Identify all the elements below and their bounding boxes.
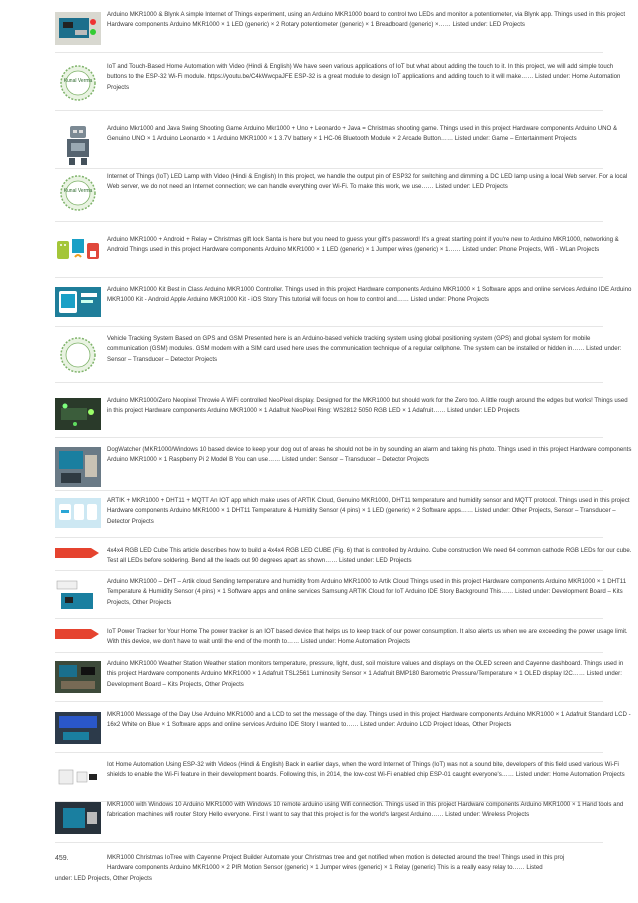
entry-text: Arduino MKR1000 – DHT – Artik cloud Sending temperature and humidity from Arduino MKR1000 to Artik Cloud Things used in this project Hardware components Arduino MKR1000 × 1 DHT11 Temperature & Humidity Sensor (4 pins) × 1 Software apps and online services Samsung ARTIK Cloud for IoT Arduino IDE Story Background This…… Listed under: Development Board – Kits Projects, Other Projects [107,578,627,606]
divider [55,752,603,753]
thumbnail-image [55,336,101,374]
red-tag-icon [55,627,101,641]
entry-text-line-2: Hardware components Arduino MKR1000 × 2 PIR Motion Sensor (generic) × 1 Jumper wires (generic) × 1 Relay (generic) This is a really easy relay to…… Listed [107,864,543,872]
entry-text: ARTIK + MKR1000 + DHT11 + MQTT An IOT app which make uses of ARTIK Cloud, Genuino MKR1000, DHT11 temperature and humidity sensor and MQTT protocol. Things used in this project Hardware components Arduino MKR1000 × 1 DHT11 Temperature & Humidity Sensor (4 pins) × 1 LED (generic) × 2 Software apps…… Listed under: Other Projects, Sensor – Transducer – Detector Projects [107,497,630,525]
entry-text: Arduino MKR1000/Zero Neopixel Throwie A WiFi controlled NeoPixel display. Designed for the MKR1000 but should work for the Zero too. A little rough around the edges but works! Things used in this project Hardware components Arduino MKR1000 × 1 Adafruit NeoPixel Ring: WS2812 5050 RGB LED × 1 Adafruit…… Listed under: LED Projects [107,397,628,415]
entry-text: Arduino MKR1000 Kit Best in Class Arduino MKR1000 Controller. Things used in this project Hardware components Arduino MKR1000 × 1 Software apps and online services Arduino IDE Arduino MKR1000 Kit - Android Apple Arduino MKR1000 Kit - iOS Story This tutorial will focus on how to control and…… Listed under: Phone Projects [107,286,632,304]
thumbnail-image [55,802,101,834]
thumbnail-image [55,124,101,166]
thumbnail-image [55,174,101,212]
thumbnail-image [55,712,101,744]
arduino-kit-icon [55,287,101,317]
divider [55,437,603,438]
divider [55,842,603,843]
weather-station-icon [55,661,101,693]
divider [55,221,603,222]
divider [55,382,603,383]
divider [55,537,603,538]
entry-number: 459. [55,855,69,862]
divider [55,168,603,169]
thumbnail-image [55,64,101,102]
divider [55,701,603,702]
entry-text: Vehicle Tracking System Based on GPS and GSM Presented here is an Arduino-based vehicle tracking system using global positioning system (GPS) and global system for mobile communication (GSM) modules. GSM modem with a SIM card used here uses the communication technique of a regular cellphone. The system can be installed or hidden in…… Listed under: Sensor – Transducer – Detector Projects [107,335,622,363]
entry-text: Arduino MKR1000 Weather Station Weather station monitors temperature, pressure, light, dust, soil moisture values and displays on the OLED screen and Cayenne dashboard. Things used in this project Hardware components Arduino MKR1000 × 1 Adafruit TSL2561 Luminosity Sensor × 1 Adafruit BMP180 Barometric Pressure/Temperature × 1 OLED display I2C…… Listed under: Development Board – Kits Projects, Other Projects [107,660,624,688]
thumbnail-image [55,762,101,792]
entry-text-line-3: under: LED Projects, Other Projects [55,874,152,882]
thumbnail-image [55,237,101,269]
entry-text-line-1: MKR1000 Christmas IoTree with Cayenne Project Builder Automate your Christmas tree and get notified when motion is detected around the tree! Things used in this proj [107,854,565,861]
windows-board-icon [55,802,101,834]
neopixel-board-icon [55,398,101,430]
divider [55,490,603,491]
entry-text: MKR1000 Message of the Day Use Arduino MKR1000 and a LCD to set the message of the day. Things used in this project Hardware components Arduino MKR1000 × 1 Adafruit Standard LCD - 16x2 White on Blue × 1 Software apps and online services Arduino IDE Story I wanted to…… Listed under: Arduino LCD Project Ideas, Other Projects [107,711,631,729]
thumbnail-image [55,447,101,487]
divider [55,570,603,571]
entry-text: IoT Power Tracker for Your Home The power tracker is an IOT based device that helps us to keep track of our power consumption. It also alerts us when we are exceeding the power usage limit. With this device, we don't have to wait until the end of the month to…… Listed under: Home Automation Projects [107,628,628,646]
thumbnail-image [55,287,101,317]
artik-cloud-icon [55,498,101,528]
thumbnail-image [55,398,101,430]
divider [55,618,603,619]
divider [55,277,603,278]
entry-text: DogWatcher (MKR1000/Windows 10 based device to keep your dog out of areas he should not be in by sounding an alarm and taking his photo. Things used in this project Hardware components Arduino MKR1000 × 1 Raspberry Pi 2 Model B You can use…… Listed under: Sensor – Transducer – Detector Projects [107,446,632,464]
artik-board-icon [55,579,101,613]
entry-text: IoT and Touch-Based Home Automation with Video (Hindi & English) We have seen various applications of IoT but what about adding the touch to it. In this project, we will add simple touch buttons to the ESP-32 Wi-Fi module. https://youtu.be/C4kWwcpaJFE ESP-32 is a great module to design IoT applications and adding touch to it will make…… Listed under: Home Automation Projects [107,63,621,91]
divider [55,326,603,327]
thumbnail-image [55,12,101,45]
kunal-verma-badge-icon [55,336,101,374]
divider [55,52,603,53]
entry-text: Internet of Things (IoT) LED Lamp with Video (Hindi & English) In this project, we handle the output pin of ESP32 for switching and dimming a DC LED lamp using a local Web server. For a local Web server, we do not need an Internet connection; we can handle everything over Wi-Fi. To make this work, we use…… Listed under: LED Projects [107,173,628,191]
thumbnail-image [55,546,101,560]
robot-icon [55,124,101,166]
thumbnail-image [55,498,101,528]
wifi-modules-icon [55,762,101,792]
divider [55,652,603,653]
kunal-verma-badge-icon [55,64,101,102]
thumbnail-image [55,579,101,613]
entry-text: Arduino MKR1000 & Blynk A simple Internet of Things experiment, using an Arduino MKR1000 board to control two LEDs and monitor a potentiometer, via Blynk app. Things used in this project Hardware components Arduino MKR1000 × 1 LED (generic) × 2 Rotary potentiometer (generic) × 1 Breadboard (generic) ×…… Listed under: LED Projects [107,11,626,29]
entry-text: Arduino Mkr1000 and Java Swing Shooting Game Arduino Mkr1000 + Uno + Leonardo + Java = Christmas shooting game. Things used in this project Hardware components Arduino UNO & Genuino UNO × 1 Arduino Leonardo × 1 Arduino MKR1000 × 1 3.7V battery × 1 HC-06 Bluetooth Module × 2 Arcade Button…… Listed under: Game – Entertainment Projects [107,125,618,143]
entry-text: MKR1000 with Windows 10 Arduino MKR1000 with Windows 10 remote arduino using Wifi connection. Things used in this project Hardware components Arduino MKR1000 × 1 Hand tools and fabrication machines wifi router Story Hello everyone. First I want to say that this project is for the world's largest Arduino…… Listed under: Wireless Projects [107,801,624,819]
arduino-board-icon [55,12,101,45]
red-tag-icon [55,546,101,560]
divider [55,110,603,111]
entry-text: 4x4x4 RGB LED Cube This article describes how to build a 4x4x4 RGB LED CUBE (Fig. 6) that is controlled by Arduino. Cube construction We need 64 common cathode RGB LEDs for our cube. Test all LEDs before soldering. Bend all the leads out 90 degrees apart as shown…… Listed under: LED Projects [107,547,632,565]
entry-text: Iot Home Automation Using ESP-32 with Videos (Hindi & English) Back in earlier days, when the word Internet of Things (IoT) was not a sound bite, developers of this field used various Wi-Fi shields to enable the Wi-Fi feature in their development boards. Following this, in 2014, the low-cost Wi-Fi enabled chip ESP-01 caught everyone's…… Listed under: Home Automation Projects [107,761,625,779]
dogwatcher-device-icon [55,447,101,487]
badge-logo-text: Kunal Verma [63,78,93,84]
thumbnail-image [55,661,101,693]
badge-logo-text: Kunal Verma [63,188,93,194]
lcd-board-icon [55,712,101,744]
android-relay-icon [55,237,101,269]
kunal-verma-badge-icon [55,174,101,212]
entry-text: Arduino MKR1000 + Android + Relay = Christmas gift lock Santa is here but you need to guess your gift's password! It's a great starting point if you're new to Arduino MKR1000, networking & Android Things used in this project Hardware components Arduino MKR1000 × 1 LED (generic) × 1 Jumper wires (generic) × 1…… Listed under: Phone Projects, Wifi - WLan Projects [107,236,619,254]
thumbnail-image [55,627,101,641]
